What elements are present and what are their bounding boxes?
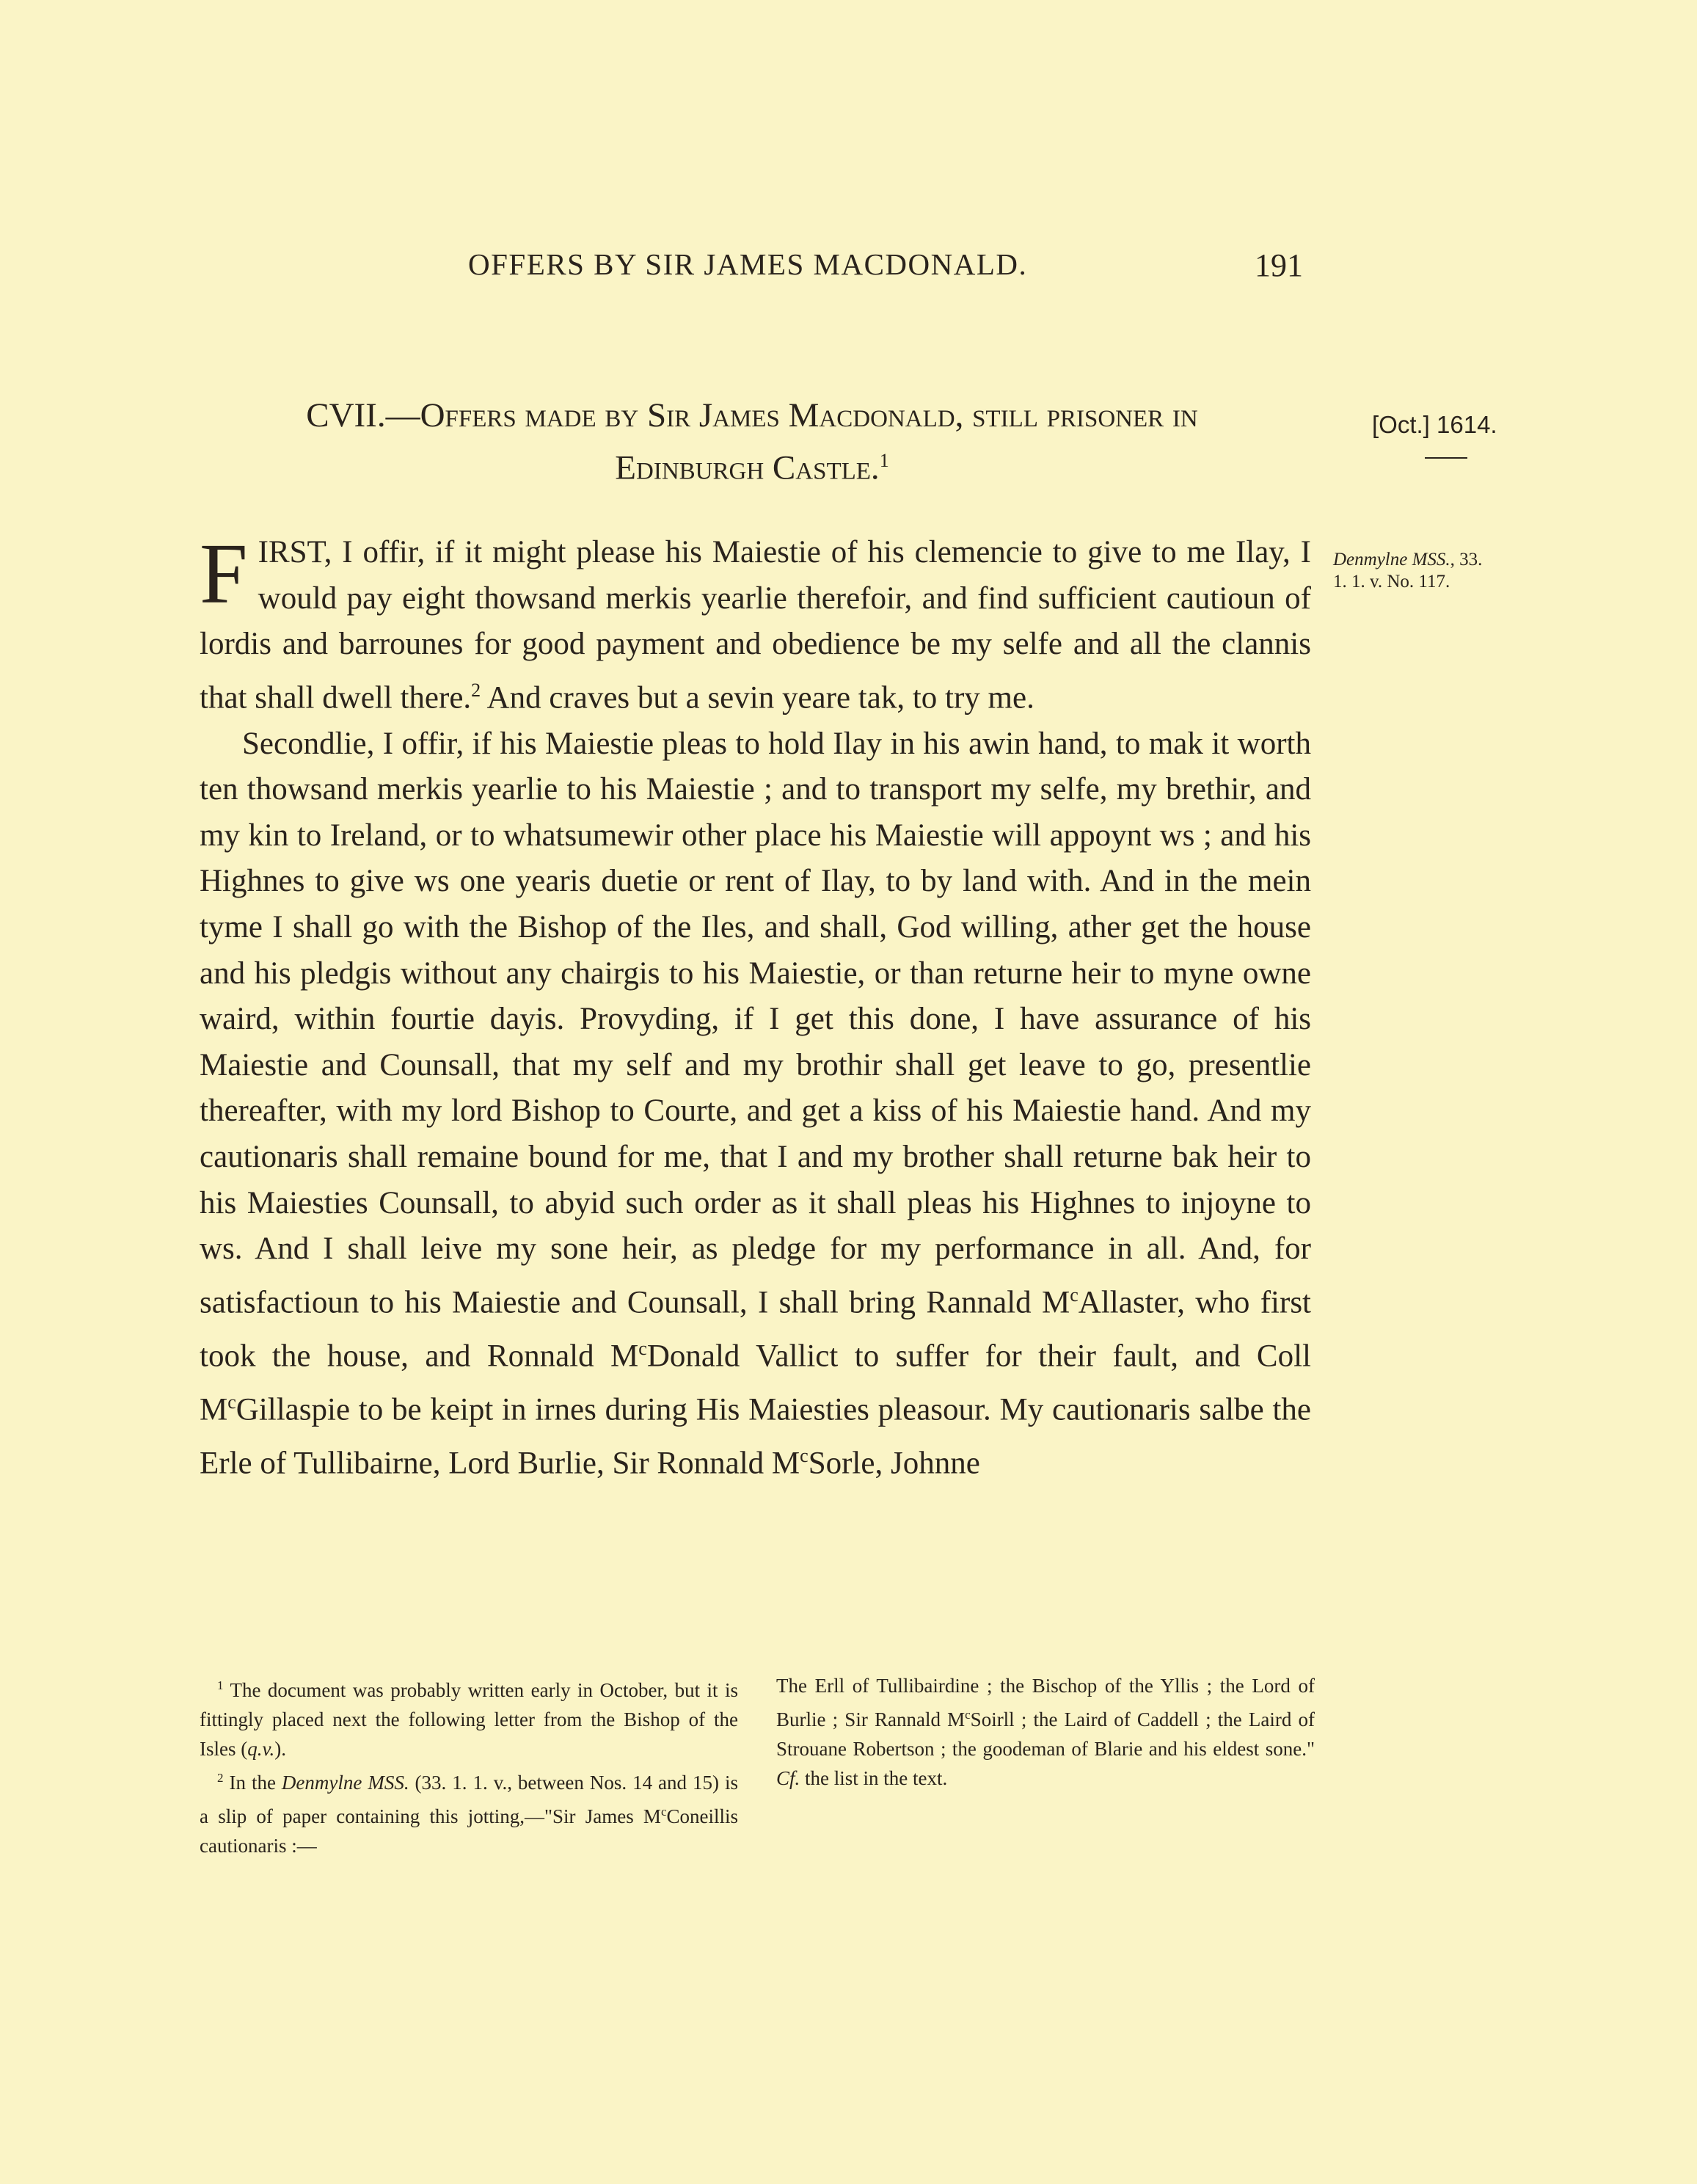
paragraph-2-text-e: Sorle, Johnne <box>808 1445 980 1480</box>
footnote-2-cont-b: Soirll ; the Laird of Caddell ; the Laird of Strouane Robertson ; the goodeman of Blarie and his eldest sone." <box>776 1708 1315 1760</box>
source-ref-1: , 33. <box>1450 550 1483 569</box>
footnotes-column-2 <box>776 1671 1315 1860</box>
date-rule <box>1425 457 1467 459</box>
footnote-2-text-a: In the <box>223 1772 282 1794</box>
page-number: 191 <box>1255 247 1303 283</box>
document-title <box>198 393 1306 491</box>
footnote-2-cont-a: The Erll of Tullibairdine ; the Bischop of the Yllis ; the Lord of Burlie ; Sir Rannald M <box>776 1675 1315 1730</box>
footnote-2-cont-c: the list in the text. <box>800 1767 948 1789</box>
footnote-2-number: 2 <box>217 1771 224 1785</box>
footnote-1 <box>200 1671 738 1763</box>
footnote-2-text-c: Coneillis cautionaris :— <box>200 1805 738 1857</box>
paragraph-2-text-a: Secondlie, I offir, if his Maiestie pleas to hold Ilay in his awin hand, to mak it worth ten thowsand merkis yearlie to his Maiestie ; and to transport my selfe, my brethir, and my kin to Ireland, or to whatsumewir other place his Maiestie will appoynt ws ; and his Highnes to give ws one yearis duetie or rent of Ilay, to by land with. And in the mein tyme I shall go with the Bishop of the Iles, and shall, God willing, ather get the house and his pledgis without any chairgis to his Maiestie, or than returne heir to myne owne waird, within fourtie dayis. Provyding, if I get this done, I have assurance of his Maiestie and Counsall, that my self and my brothir shall get leave to go, presentlie thereafter, with my lord Bishop to Courte, and get a kiss of his Maiestie hand. And my cautionaris shall remaine bound for me, that I and my brother shall returne bak heir to his Maiesties Counsall, to abyid such order as it shall pleas his Highnes to injoyne to ws. And I shall leive my sone heir, as pledge for my performance in all. And, for satisfactioun to his Maiestie and Counsall, I shall bring Rannald M <box>200 726 1311 1320</box>
footnote-1-end: ). <box>274 1738 286 1760</box>
source-ref-2: 1. 1. v. No. 117. <box>1333 572 1450 592</box>
body-text <box>200 525 1311 1487</box>
superscript-c: c <box>800 1444 809 1466</box>
source-title: Denmylne MSS. <box>1333 550 1450 569</box>
superscript-c: c <box>1070 1284 1079 1306</box>
paragraph-2-text-b: Allaster, who first took the house, and Ronnald M <box>200 1285 1311 1374</box>
superscript-c: c <box>660 1805 667 1819</box>
drop-cap: F <box>200 525 248 622</box>
footnotes <box>200 1671 1315 1860</box>
footnote-2-title: Denmylne MSS. <box>281 1772 409 1794</box>
footnote-2 <box>200 1763 738 1860</box>
superscript-c: c <box>638 1337 647 1359</box>
running-head: OFFERS BY SIR JAMES MACDONALD. <box>468 247 1028 281</box>
margin-date: [Oct.] 1614. <box>1372 411 1497 438</box>
paragraph-1-text-b: And craves but a sevin yeare tak, to try me. <box>481 680 1034 716</box>
footnote-1-text: The document was probably written early in October, but it is fittingly placed next the following letter from the Bishop of the Isles ( <box>200 1679 738 1760</box>
superscript-c: c <box>227 1391 236 1413</box>
footnote-ref-2: 2 <box>471 679 481 701</box>
title-line-2: Edinburgh Castle. <box>615 448 880 487</box>
title-line-1: CVII.—Offers made by Sir James Macdonald, still prisoner in <box>306 396 1198 434</box>
paragraph-1-text-a: IRST, I offir, if it might please his Maiestie of his clemencie to give to me Ilay, I would pay eight thowsand merkis yearlie therefoir, and find sufficient cautioun of lordis and barrounes for good payment and obedience be my selfe and all the clannis that shall dwell there. <box>200 535 1311 716</box>
footnote-1-number: 1 <box>217 1678 224 1692</box>
paragraph-2-text-d: Gillaspie to be keipt in irnes during His Maiesties pleasour. My cautionaris salbe the Erle of Tullibairne, Lord Burlie, Sir Ronnald M <box>200 1392 1311 1480</box>
superscript-c: c <box>965 1708 971 1722</box>
footnote-2-text-b: (33. 1. 1. v., between Nos. 14 and 15) is a slip of paper containing this jotting,—"Sir James M <box>200 1772 738 1827</box>
footnote-1-qv: q.v. <box>247 1738 275 1760</box>
title-footnote-ref: 1 <box>879 450 889 471</box>
paragraph-2-text-c: Donald Vallict to suffer for their fault, and Coll M <box>200 1339 1311 1427</box>
footnote-2-continued <box>776 1671 1315 1793</box>
paragraph-2 <box>200 721 1311 1487</box>
footnote-2-cf: Cf. <box>776 1767 800 1789</box>
margin-source-ref <box>1333 549 1482 593</box>
footnotes-column-1 <box>200 1671 738 1860</box>
paragraph-1 <box>200 525 1311 721</box>
